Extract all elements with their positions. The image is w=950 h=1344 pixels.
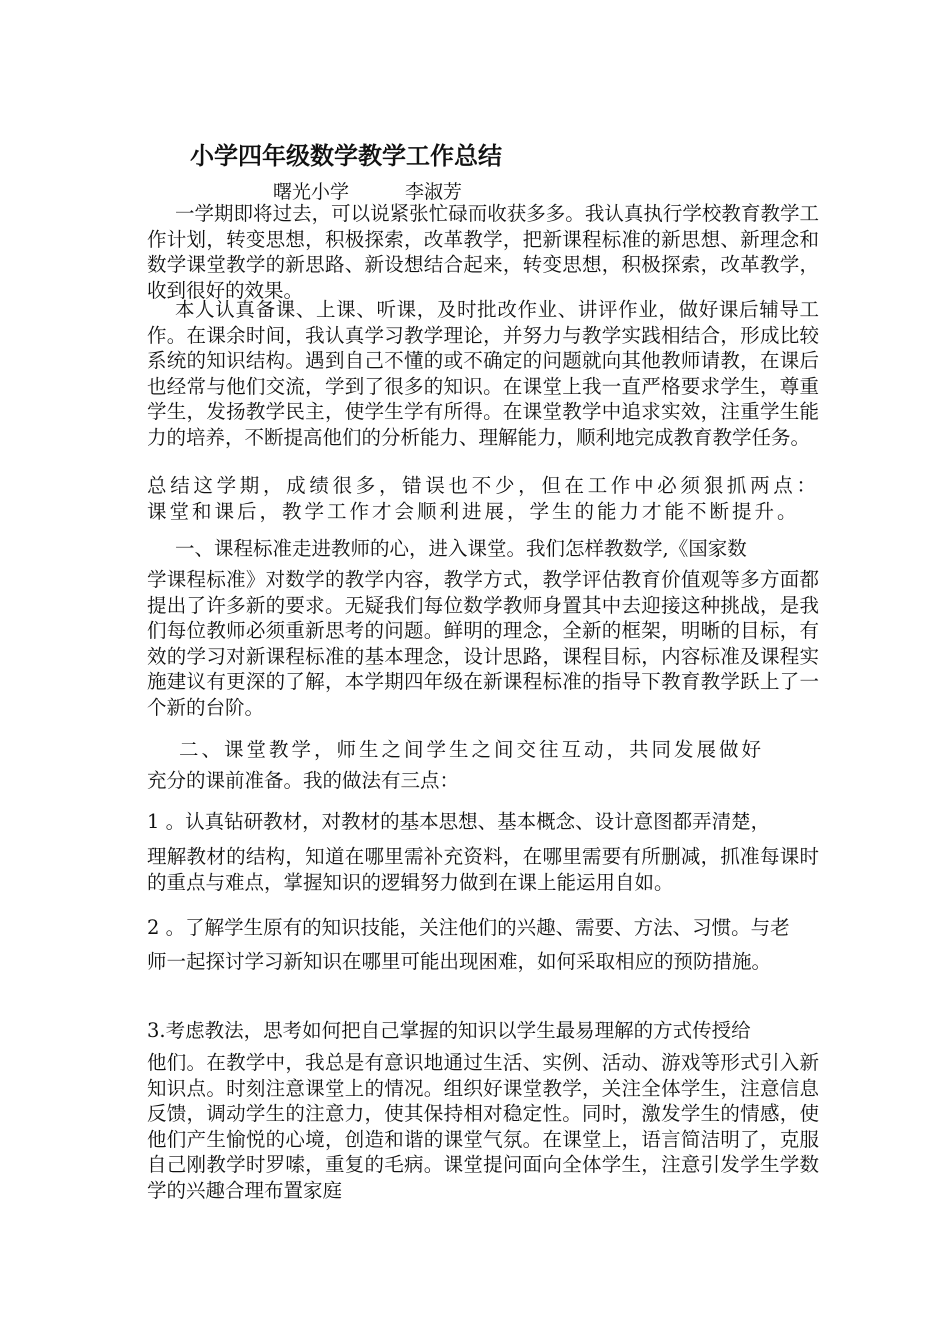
point-3-heading: 3.考虑教法，思考如何把自己掌握的知识以学生最易理解的方式传授给 bbox=[147, 1019, 751, 1042]
point-1-heading: 1 。认真钻研教材，对教材的基本思想、基本概念、设计意图都弄清楚， bbox=[147, 810, 771, 833]
byline bbox=[273, 177, 462, 204]
section-1-body: 学课程标准》对数学的教学内容，教学方式，教学评估教育价值观等多方面都提出了许多新的要求。无疑我们每位数学教师身置其中去迎接这种挑战，是我们每位教师必须重新思考的问题。鲜明的理念，全新的框架，明晰的目标，有效的学习对新课程标准的基本理念，设计思路，课程目标，内容标准及课程实施建议有更深的了解，本学期四年级在新课程标准的指导下教育教学跃上了一个新的台阶。 bbox=[147, 568, 819, 719]
author-name: 李淑芳 bbox=[405, 181, 463, 203]
section-heading-1: 一、课程标准走进教师的心，进入课堂。我们怎样教数学,《国家数 bbox=[175, 537, 747, 560]
point-2-body: 师一起探讨学习新知识在哪里可能出现困难，如何采取相应的预防措施。 bbox=[147, 950, 772, 973]
section-heading-2: 二、课堂教学，师生之间学生之间交往互动，共同发展做好 bbox=[179, 738, 765, 761]
school-name: 曙光小学 bbox=[273, 181, 350, 203]
point-3-body: 他们。在教学中，我总是有意识地通过生活、实例、活动、游戏等形式引入新知识点。时刻注意课堂上的情况。组织好课堂教学，关注全体学生，注意信息反馈，调动学生的注意力，使其保持相对稳定性。同时，激发学生的情感，使他们产生愉悦的心境，创造和谐的课堂气氛。在课堂上，语言简洁明了，克服自己刚教学时罗嗦，重复的毛病。课堂提问面向全体学生，注意引发学生学数学的兴趣合理布置家庭 bbox=[147, 1051, 819, 1202]
document-title: 小学四年级数学教学工作总结 bbox=[190, 142, 502, 170]
paragraph-work: 本人认真备课、上课、听课，及时批改作业、讲评作业，做好课后辅导工作。在课余时间，我认真学习教学理论，并努力与教学实践相结合，形成比较系统的知识结构。遇到自己不懂的或不确定的问题就向其他教师请教，在课后也经常与他们交流，学到了很多的知识。在课堂上我一直严格要求学生，尊重学生，发扬教学民主，使学生学有所得。在课堂教学中追求实效，注重学生能力的培养，不断提高他们的分析能力、理解能力，顺利地完成教育教学任务。 bbox=[147, 298, 819, 449]
paragraph-intro: 一学期即将过去，可以说紧张忙碌而收获多多。我认真执行学校教育教学工作计划，转变思想，积极探索，改革教学，把新课程标准的新思想、新理念和数学课堂教学的新思路、新设想结合起来，转变思想，积极探索，改革教学，收到很好的效果。 bbox=[147, 202, 819, 302]
paragraph-summary: 总结这学期，成绩很多，错误也不少，但在工作中必须狠抓两点：课堂和课后，教学工作才会顺利进展，学生的能力才能不断提升。 bbox=[147, 474, 819, 523]
point-2-heading: 2 。了解学生原有的知识技能，关注他们的兴趣、需要、方法、习惯。与老 bbox=[147, 916, 790, 939]
section-2-intro: 充分的课前准备。我的做法有三点： bbox=[147, 769, 460, 792]
point-1-body: 理解教材的结构，知道在哪里需补充资料，在哪里需要有所删减，抓准每课时的重点与难点，掌握知识的逻辑努力做到在课上能运用自如。 bbox=[147, 845, 819, 894]
